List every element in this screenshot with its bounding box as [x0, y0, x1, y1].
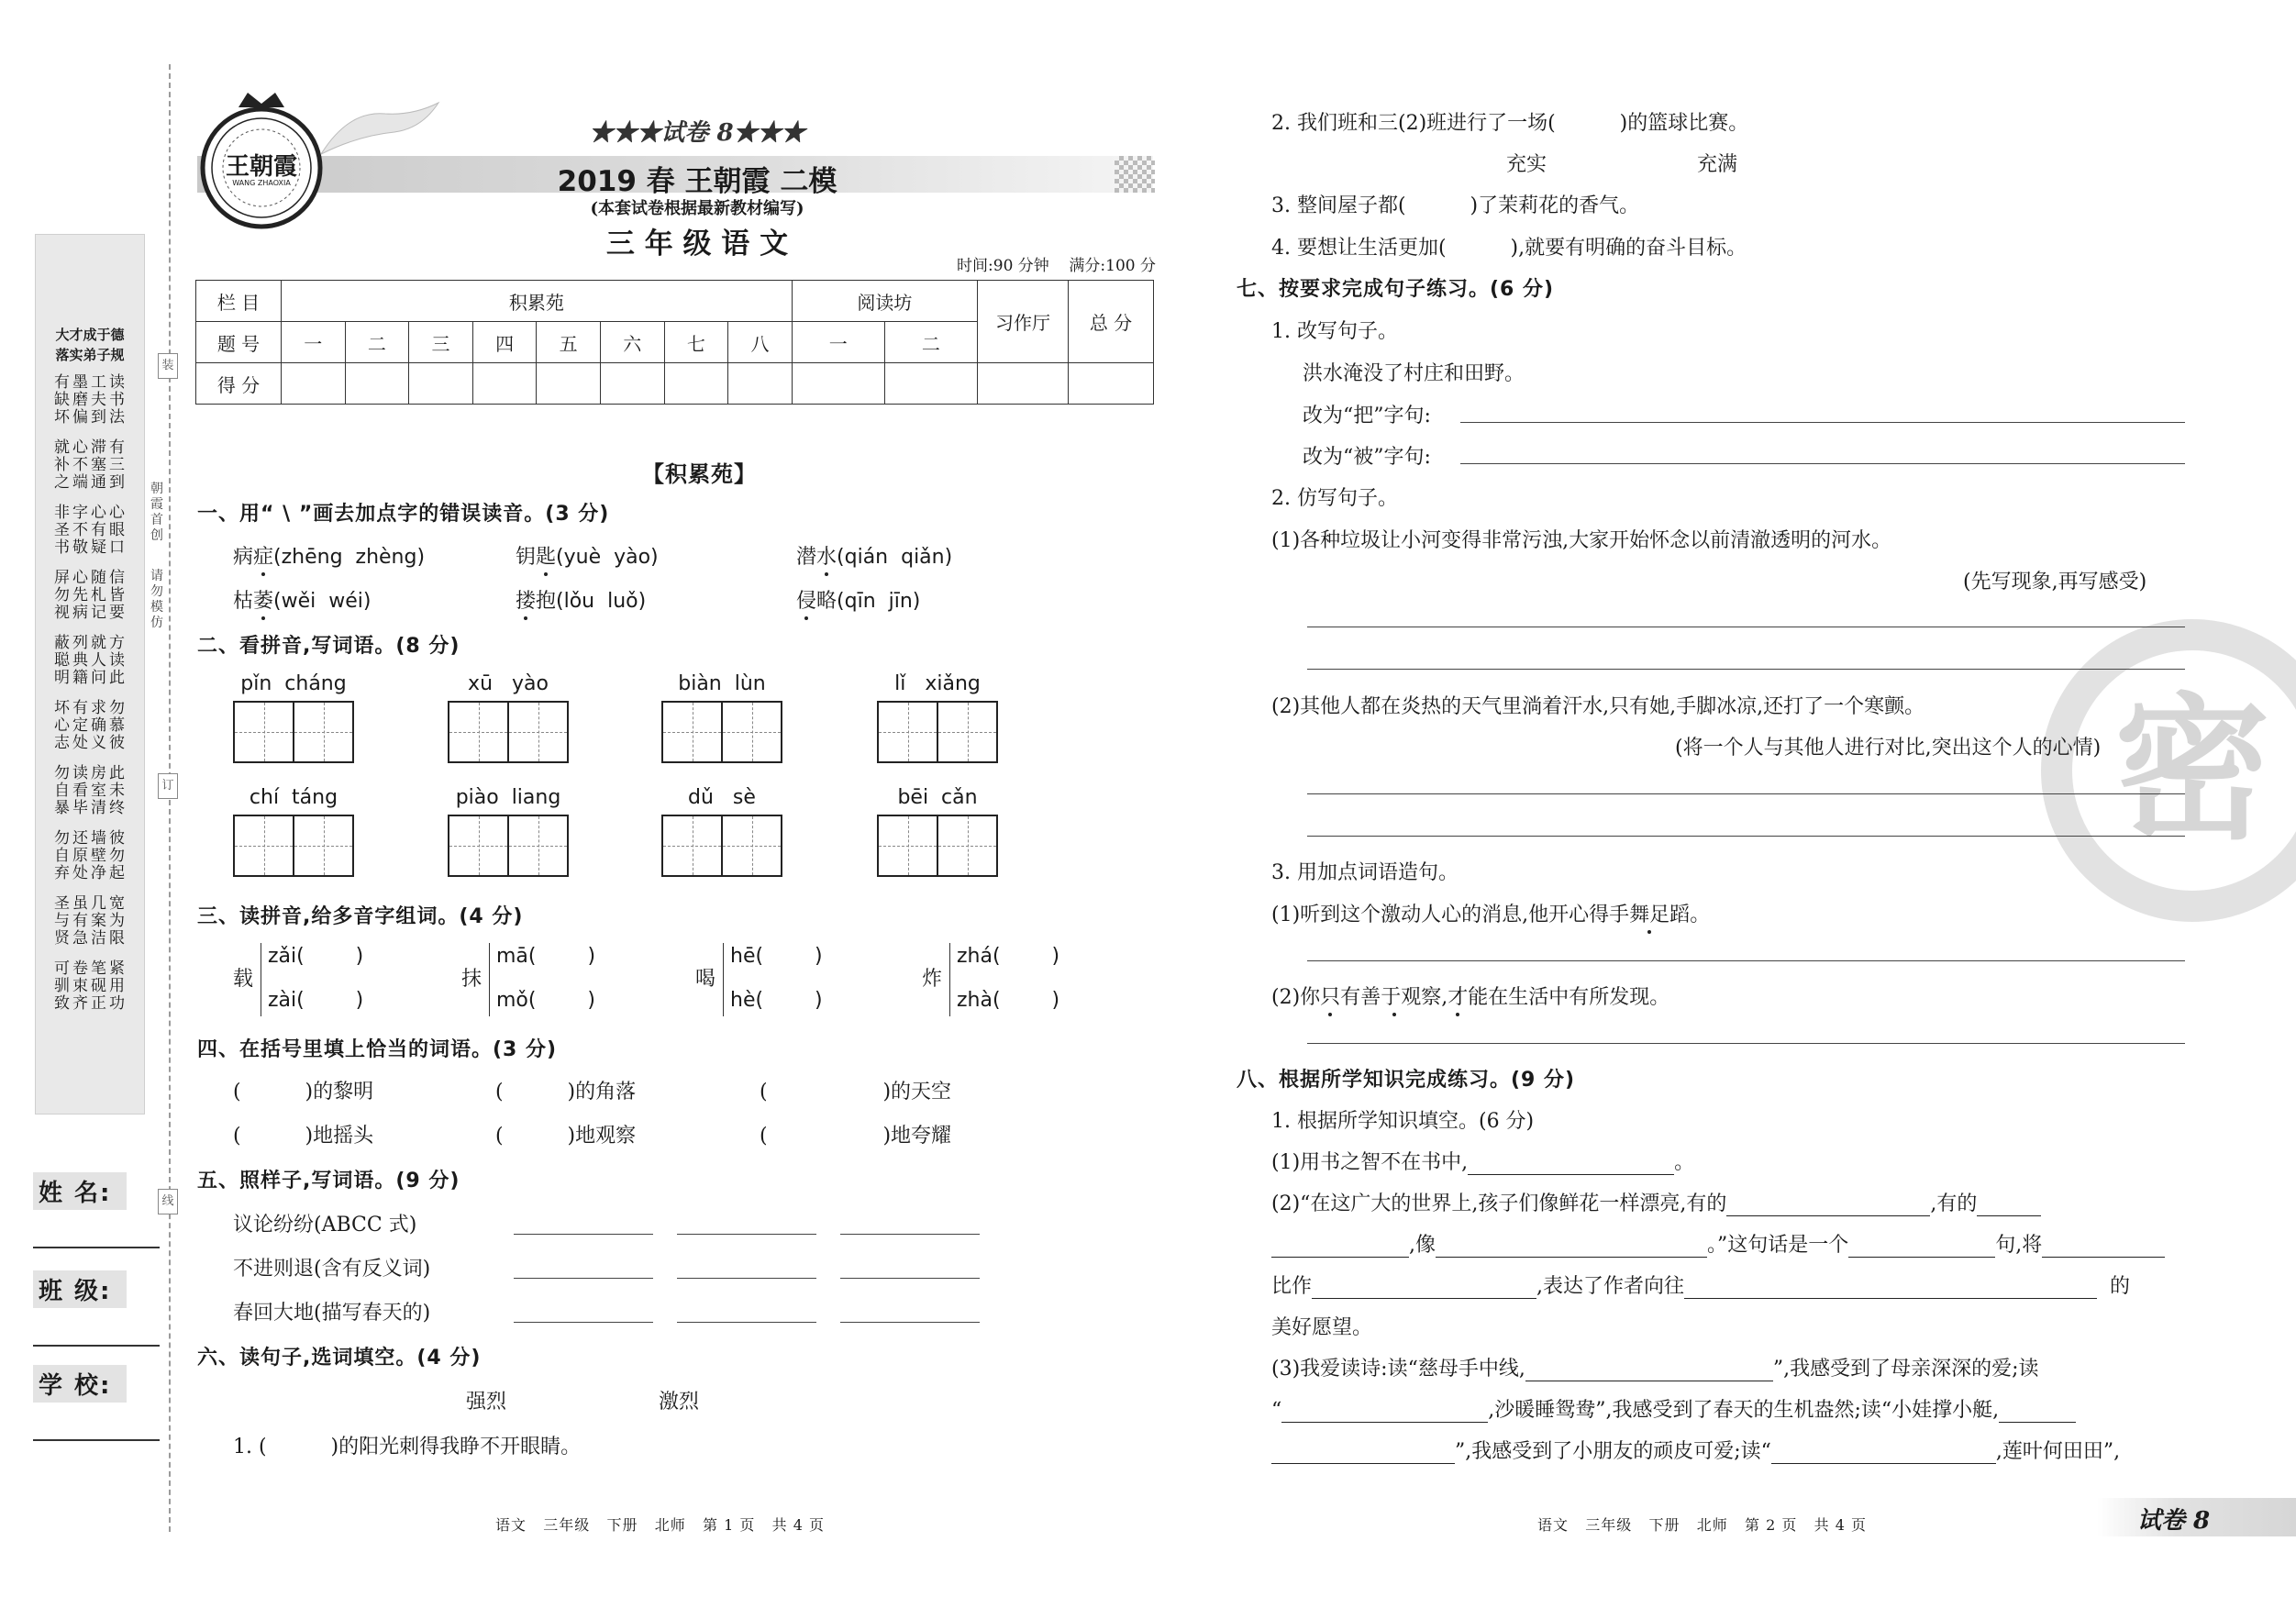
blank[interactable] [1281, 1402, 1488, 1423]
polyphone-char: 喝 [695, 968, 716, 991]
answer-line[interactable] [1307, 1043, 2185, 1044]
answer-line[interactable] [840, 1322, 980, 1323]
writing-cell[interactable] [661, 701, 723, 763]
exam-time-info: 时间:90 分钟 满分:100 分 [957, 257, 1156, 275]
score-cell[interactable] [884, 363, 977, 405]
corner-label-box [2097, 1498, 2296, 1536]
text: (3)我爱读诗:读“慈母手中线, [1271, 1358, 1525, 1381]
blank[interactable] [1726, 1195, 1930, 1216]
polyphone-reading-b[interactable]: zài( ) [268, 989, 364, 1012]
q8-line-7[interactable] [1271, 1394, 2076, 1423]
blank[interactable] [1848, 1237, 1995, 1258]
char: 略 [816, 590, 837, 613]
writing-cell[interactable] [938, 701, 998, 763]
q6-option-4: 充满 [1697, 153, 1738, 176]
polyphone-reading-a[interactable]: hē( ) [730, 945, 823, 968]
verse-line: 补不塞三 [54, 456, 128, 474]
q8-title: 八、根据所学知识完成练习。(9 分) [1237, 1069, 1576, 1092]
verse-line: 就心滞有 [54, 438, 128, 457]
verse-line: 之端通到 [54, 473, 128, 492]
score-cell[interactable] [792, 363, 884, 405]
cut-mark-xian: 线 [158, 1189, 178, 1214]
verse-group [45, 765, 137, 817]
verse-line: 与有案为 [54, 912, 128, 930]
exam-title: 2019 春 王朝霞 二模 [557, 165, 837, 198]
text: 句,将 [1995, 1234, 2043, 1257]
text: 。 [1674, 1151, 1695, 1174]
q8-line-4[interactable] [1271, 1270, 2130, 1299]
verse-line: 暴毕清终 [54, 799, 128, 817]
writing-cell[interactable] [509, 701, 569, 763]
blank[interactable] [1525, 1360, 1773, 1381]
polyphone-reading-a[interactable]: mā( ) [496, 945, 596, 968]
q1-item-4 [233, 585, 371, 614]
watermark-seal-char: 密 [2113, 680, 2270, 861]
answer-line[interactable] [1307, 960, 2185, 961]
dotted-char: 症 [253, 546, 274, 569]
verse-line: 贤急洁限 [54, 929, 128, 948]
verse-line: 书敬疑口 [54, 538, 128, 557]
text: (2)“在这广大的世界上,孩子们像鲜花一样漂亮,有的 [1271, 1192, 1727, 1215]
q6-sentence-2[interactable]: 2. 我们班和三(2)班进行了一场( )的篮球比赛。 [1271, 112, 1749, 135]
verse-line: 勿读房此 [54, 764, 128, 782]
verse-line: 蔽列就方 [54, 634, 128, 652]
dotted-char: 水 [816, 546, 837, 569]
q7-hint-2: (将一个人与其他人进行对比,突出这个人的心情) [1675, 737, 2102, 760]
left-page-footer: 语文 三年级 下册 北师 第 1 页 共 4 页 [495, 1516, 825, 1534]
pinyin-grid-3[interactable] [661, 672, 782, 763]
char: 病 [233, 546, 254, 569]
right-page-footer: 语文 三年级 下册 北师 第 2 页 共 4 页 [1537, 1516, 1867, 1534]
q4-blank-3[interactable]: ( )的天空 [760, 1081, 952, 1103]
q5-example-2: 不进则退(含有反义词) [233, 1258, 431, 1281]
verse-line: 自原壁勿 [54, 847, 128, 865]
answer-line[interactable] [840, 1234, 980, 1235]
verse-group [45, 895, 137, 948]
pinyin-options: (zhēng zhèng) [273, 546, 426, 569]
question-number: 四 [472, 322, 537, 363]
ribbon-decoration [321, 101, 440, 156]
q4-blank-1[interactable]: ( )的黎明 [233, 1081, 374, 1103]
writing-cell[interactable] [233, 701, 294, 763]
answer-line[interactable] [1460, 422, 2185, 423]
q7-ba-label: 改为“把”字句: [1303, 405, 1431, 427]
q6-option-2: 激烈 [659, 1391, 700, 1414]
answer-line[interactable] [677, 1278, 816, 1279]
question-number: 二 [884, 322, 977, 363]
verse-line: 坏偏到法 [54, 408, 128, 427]
blank[interactable] [1312, 1278, 1536, 1299]
q5-title: 五、照样子,写词语。(9 分) [197, 1170, 460, 1192]
question-number: 五 [537, 322, 601, 363]
text: (1)用书之智不在书中, [1271, 1151, 1469, 1174]
text: “ [1271, 1399, 1282, 1422]
answer-line[interactable] [514, 1322, 653, 1323]
q6-title: 六、读句子,选词填空。(4 分) [197, 1347, 482, 1370]
q7-part-2: 2. 仿写句子。 [1271, 487, 1398, 510]
polyphone-char: 抹 [461, 968, 482, 991]
dotted-char: 萎 [253, 590, 274, 613]
pinyin-grid-6[interactable] [448, 786, 569, 877]
q1-item-6 [796, 585, 920, 614]
pinyin-grid-1[interactable] [233, 672, 354, 763]
writing-cell[interactable] [294, 815, 354, 877]
q1-item-2 [516, 541, 659, 570]
verse-line: 弃处净起 [54, 864, 128, 882]
q3-title: 三、读拼音,给多音字组词。(4 分) [197, 905, 524, 928]
score-cell[interactable] [345, 363, 409, 405]
verse-line: 可卷笔紧 [54, 959, 128, 978]
q6-sentence-1[interactable]: 1. ( )的阳光刺得我睁不开眼睛。 [233, 1436, 582, 1458]
q7-make-sentence-1 [1271, 899, 1710, 927]
text: ,沙暖睡鸳鸯”,我感受到了春天的生机盎然;读“小娃撑小艇, [1488, 1399, 2000, 1422]
answer-line[interactable] [514, 1234, 653, 1235]
pinyin-options: (qián qiǎn) [837, 546, 953, 569]
verse-line: 圣虽几宽 [54, 894, 128, 913]
cut-mark-ding: 订 [158, 773, 178, 799]
q8-part-1: 1. 根据所学知识填空。(6 分) [1271, 1110, 1535, 1133]
pinyin-grid-7[interactable] [661, 786, 782, 877]
score-table [195, 280, 1154, 405]
row-label-question: 题 号 [196, 322, 282, 363]
q8-line-2[interactable] [1271, 1188, 2041, 1216]
blank[interactable] [1436, 1237, 1707, 1258]
polyphone-char: 载 [233, 968, 254, 991]
vertical-note-original: 朝霞首创 [150, 482, 163, 543]
q1-item-3 [796, 541, 952, 570]
paper-label: ★★★试卷 8★★★ [589, 119, 805, 147]
dotted-char: 侵 [796, 590, 817, 613]
brand-logo [193, 87, 330, 234]
writing-cell[interactable] [509, 815, 569, 877]
q4-blank-5[interactable]: ( )地观察 [495, 1125, 637, 1148]
verse-line: 驯束砚用 [54, 977, 128, 995]
side-motto-2: 落实弟子规 [55, 347, 125, 363]
q7-bei-label: 改为“被”字句: [1303, 446, 1431, 469]
q6-sentence-3[interactable]: 3. 整间屋子都( )了茉莉花的香气。 [1271, 194, 1640, 217]
text: ,有的 [1930, 1192, 1978, 1215]
polyphone-reading-a[interactable]: zǎi( ) [268, 945, 364, 968]
question-number: 七 [664, 322, 728, 363]
writing-cell[interactable] [294, 701, 354, 763]
cut-mark-zhuang: 装 [158, 353, 178, 379]
dotted-char: 只 [1320, 986, 1341, 1009]
pinyin-label: chí táng [249, 786, 338, 809]
verse-group [45, 439, 137, 492]
verse-line: 致齐正功 [54, 994, 128, 1013]
polyphone-char: 炸 [922, 968, 943, 991]
question-number: 二 [345, 322, 409, 363]
blank[interactable] [1999, 1402, 2076, 1423]
verse-line: 聪典人读 [54, 651, 128, 670]
verse-group [45, 374, 137, 427]
answer-line[interactable] [1460, 463, 2185, 464]
text: 。”这句话是一个 [1707, 1234, 1849, 1257]
name-line[interactable] [33, 1210, 160, 1248]
polyphone-reading-b[interactable]: mǒ( ) [496, 989, 596, 1012]
q4-blank-4[interactable]: ( )地摇头 [233, 1125, 374, 1148]
q8-line-8[interactable] [1271, 1436, 2120, 1464]
col-header: 栏 目 [196, 281, 282, 322]
q8-line-1[interactable] [1271, 1147, 1694, 1175]
verse-group [45, 570, 137, 622]
dotted-char: 才 [1447, 986, 1469, 1009]
q2-title: 二、看拼音,写词语。(8 分) [197, 635, 460, 658]
row-label-score: 得 分 [196, 363, 282, 405]
answer-line[interactable] [1307, 793, 2185, 794]
question-number: 三 [409, 322, 473, 363]
verse-line: 有墨工读 [54, 373, 128, 392]
verse-line: 明籍问此 [54, 669, 128, 687]
score-cell[interactable] [282, 363, 346, 405]
blank[interactable] [1271, 1237, 1409, 1258]
col-xizuoting: 习作厅 [978, 281, 1069, 363]
q7-imitate-1: (1)各种垃圾让小河变得非常污浊,大家开始怀念以前清澈透明的河水。 [1271, 529, 1892, 552]
verse-group [45, 635, 137, 687]
q6-option-3: 充实 [1506, 153, 1547, 176]
polyphone-reading-a[interactable]: zhá( ) [957, 945, 1060, 968]
pinyin-label: xū yào [468, 672, 549, 695]
dotted-char: 匙 [536, 546, 557, 569]
school-field[interactable] [33, 1365, 160, 1441]
logo-subtext: WANG ZHAOXIA [232, 179, 291, 187]
text: 有善于观察, [1340, 986, 1448, 1009]
score-cell[interactable] [978, 363, 1069, 405]
q6-sentence-4[interactable]: 4. 要想让生活更加( ),就要有明确的奋斗目标。 [1271, 237, 1747, 260]
answer-line[interactable] [677, 1234, 816, 1235]
text: ,表达了作者向往 [1536, 1275, 1685, 1298]
question-number: 八 [728, 322, 793, 363]
q7-part-1: 1. 改写句子。 [1271, 320, 1398, 343]
verse-line: 心定确慕 [54, 716, 128, 735]
side-motto-1: 大才成于德 [55, 327, 125, 343]
char: 潜 [796, 546, 817, 569]
writing-cell[interactable] [233, 815, 294, 877]
writing-cell[interactable] [723, 701, 782, 763]
text: (1)听到这个激动人心的消息,他开心得 [1271, 904, 1610, 926]
polyphone-reading-b[interactable]: zhà( ) [957, 989, 1060, 1012]
blank[interactable] [2042, 1237, 2165, 1258]
blank[interactable] [1684, 1278, 2097, 1299]
blank[interactable] [1977, 1195, 2041, 1216]
score-cell[interactable] [472, 363, 537, 405]
verse-line: 非字心心 [54, 504, 128, 522]
name-label: 姓 名: [33, 1172, 127, 1210]
q4-blank-6[interactable]: ( )地夸耀 [760, 1125, 952, 1148]
brace [949, 943, 950, 1016]
writing-cell[interactable] [877, 701, 938, 763]
brace [723, 943, 724, 1016]
verse-line: 勿还墙彼 [54, 829, 128, 848]
char: 枯 [233, 590, 254, 613]
q1-item-5 [516, 585, 646, 614]
blank[interactable] [1771, 1443, 1996, 1464]
pinyin-label: biàn lùn [678, 672, 766, 695]
name-field[interactable] [33, 1172, 160, 1248]
pinyin-options: (wěi wéi) [273, 590, 372, 613]
q7-sentence: 洪水淹没了村庄和田野。 [1303, 362, 1525, 385]
school-line[interactable] [33, 1403, 160, 1441]
score-cell[interactable] [600, 363, 664, 405]
answer-line[interactable] [514, 1278, 653, 1279]
class-label: 班 级: [33, 1270, 127, 1308]
text: ”,我感受到了母亲深深的爱;读 [1772, 1358, 2039, 1381]
score-cell[interactable] [1069, 363, 1154, 405]
pinyin-grid-8[interactable] [877, 786, 998, 877]
pinyin-options: (qīn jīn) [837, 590, 921, 613]
q7-part-3: 3. 用加点词语造句。 [1271, 861, 1459, 884]
writing-cell[interactable] [448, 701, 509, 763]
q1-title: 一、用“ \ ”画去加点字的错误读音。(3 分) [197, 503, 610, 526]
text: ,莲叶何田田”, [1995, 1440, 2121, 1463]
verse-group [45, 700, 137, 752]
char: 钥 [516, 546, 537, 569]
q5-example-1: 议论纷纷(ABCC 式) [233, 1214, 417, 1237]
corner-label: 试卷 8 [2137, 1507, 2211, 1535]
q7-make-sentence-2 [1271, 981, 1669, 1010]
verse-line: 屏心随信 [54, 569, 128, 587]
logo-text: 王朝霞 [225, 153, 297, 181]
writing-cell[interactable] [448, 815, 509, 877]
writing-cell[interactable] [661, 815, 723, 877]
verse-line: 勿先札皆 [54, 586, 128, 604]
pinyin-grid-2[interactable] [448, 672, 569, 763]
char: 抱 [536, 590, 557, 613]
verse-line: 圣不有眼 [54, 521, 128, 539]
pinyin-label: lǐ xiǎng [894, 672, 981, 695]
verse-line: 自看室未 [54, 782, 128, 800]
dotted-phrase: 手舞足蹈 [1609, 904, 1691, 926]
exam-subtitle: (本套试卷根据最新教材编写) [590, 199, 804, 218]
pinyin-label: pǐn cháng [240, 672, 347, 695]
score-cell[interactable] [409, 363, 473, 405]
verse-group [45, 830, 137, 882]
answer-line[interactable] [1307, 669, 2185, 670]
dotted-word [1609, 904, 1690, 926]
text: (2)你 [1271, 986, 1321, 1009]
text: 的 [2110, 1275, 2131, 1298]
answer-line[interactable] [840, 1278, 980, 1279]
pinyin-options: (lǒu luǒ) [556, 590, 647, 613]
col-group-yuedufang: 阅读坊 [792, 281, 977, 322]
pinyin-grid-4[interactable] [877, 672, 998, 763]
pinyin-label: bēi cǎn [897, 786, 978, 809]
dotted-char: 搂 [516, 590, 537, 613]
verse-line: 视病记要 [54, 604, 128, 622]
answer-line[interactable] [1307, 836, 2185, 837]
score-cell[interactable] [664, 363, 728, 405]
question-number: 六 [600, 322, 664, 363]
q4-title: 四、在括号里填上恰当的词语。(3 分) [197, 1038, 558, 1061]
pinyin-grid-5[interactable] [233, 786, 354, 877]
school-label: 学 校: [33, 1365, 127, 1403]
col-group-jileiyuan: 积累苑 [282, 281, 793, 322]
pinyin-label: dǔ sè [688, 786, 756, 809]
score-cell[interactable] [728, 363, 793, 405]
q8-line-5: 美好愿望。 [1271, 1316, 1373, 1339]
writing-cell[interactable] [938, 815, 998, 877]
verse-group [45, 960, 137, 1013]
pinyin-label: piào liang [455, 786, 561, 809]
verse-group [45, 505, 137, 557]
q1-item-1 [233, 541, 425, 570]
verse-line: 志处义彼 [54, 734, 128, 752]
side-verse-panel [35, 234, 145, 1115]
text: 能在生活中有所发现。 [1468, 986, 1670, 1009]
class-field[interactable] [33, 1270, 160, 1347]
score-cell[interactable] [537, 363, 601, 405]
text: ,像 [1409, 1234, 1436, 1257]
text: ”,我感受到了小朋友的顽皮可爱;读“ [1455, 1440, 1771, 1463]
writing-cell[interactable] [877, 815, 938, 877]
blank[interactable] [1271, 1443, 1455, 1464]
section-title-jileiyuan: 【积累苑】 [642, 461, 757, 487]
q5-example-3: 春回大地(描写春天的) [233, 1302, 431, 1325]
class-line[interactable] [33, 1308, 160, 1347]
exam-subject: 三 年 级 语 文 [605, 227, 789, 261]
q4-blank-2[interactable]: ( )的角落 [495, 1081, 637, 1103]
banner-pattern [1115, 156, 1155, 193]
verse-line: 坏有求勿 [54, 699, 128, 717]
verse-line: 缺磨夫书 [54, 391, 128, 409]
q7-hint-1: (先写现象,再写感受) [1963, 571, 2147, 593]
pinyin-options: (yuè yào) [556, 546, 659, 569]
blank[interactable] [1468, 1154, 1674, 1175]
q7-title: 七、按要求完成句子练习。(6 分) [1237, 278, 1555, 301]
answer-line[interactable] [677, 1322, 816, 1323]
writing-cell[interactable] [723, 815, 782, 877]
question-number: 一 [792, 322, 884, 363]
side-verses [45, 374, 137, 1026]
text: 比作 [1271, 1275, 1313, 1298]
col-total: 总 分 [1069, 281, 1154, 363]
question-number: 一 [282, 322, 346, 363]
brace [489, 943, 490, 1016]
vertical-note-no-copy: 请勿模仿 [150, 569, 163, 630]
text: 。 [1690, 904, 1711, 926]
q8-line-3[interactable] [1271, 1229, 2165, 1258]
q6-option-1: 强烈 [466, 1391, 507, 1414]
q7-imitate-2: (2)其他人都在炎热的天气里淌着汗水,只有她,手脚冰凉,还打了一个寒颤。 [1271, 695, 1925, 718]
q8-line-6[interactable] [1271, 1353, 2038, 1381]
polyphone-reading-b[interactable]: hè( ) [730, 989, 823, 1012]
